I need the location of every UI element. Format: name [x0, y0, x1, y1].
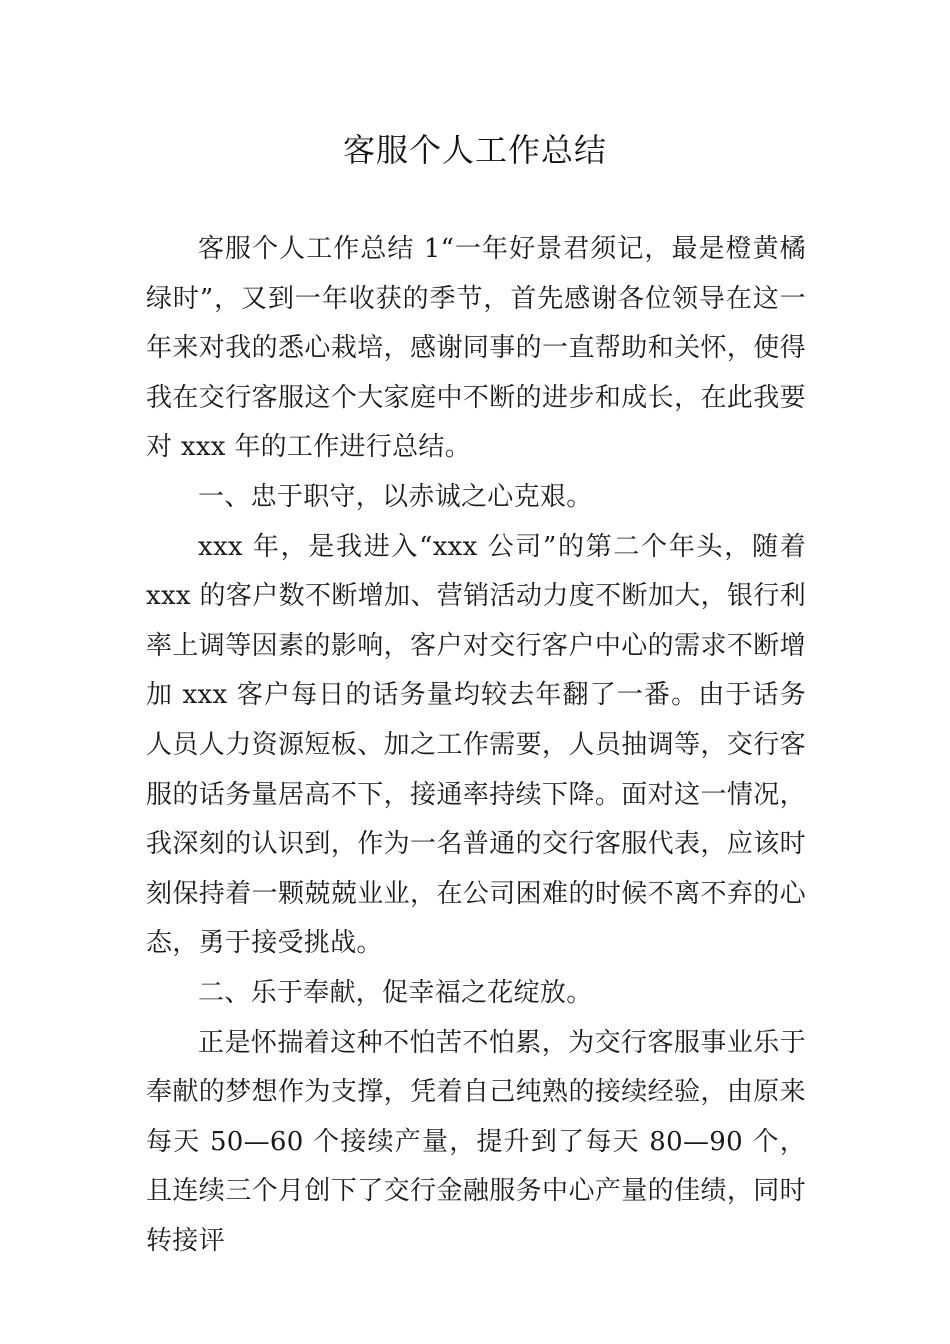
section-heading-1: 一、忠于职守，以赤诚之心克艰。: [198, 481, 593, 512]
paragraph-section-2: 正是怀揣着这种不怕苦不怕累，为交行客服事业乐于奉献的梦想作为支撑，凭着自己纯熟的接续经验，由原来每天 50—60 个接续产量，提升到了每天 80—90 个，且连续三个月创下了交行金融服务中心产量的佳绩，同时转接评: [146, 1027, 806, 1256]
paragraph-section-1: xxx 年，是我进入“xxx 公司”的第二个年头，随着 xxx 的客户数不断增加、营销活动力度不断加大，银行利率上调等因素的影响，客户对交行客户中心的需求不断增加 xxx 客户每日的话务量均较去年翻了一番。由于话务人员人力资源短板、加之工作需要，人员抽调等，交行客服的话务量居高不下，接通率持续下降。面对这一情况，我深刻的认识到，作为一名普通的交行客服代表，应该时刻保持着一颗兢兢业业，在公司困难的时候不离不弃的心态，勇于接受挑战。: [146, 531, 806, 959]
document-title: 客服个人工作总结: [342, 131, 607, 169]
document-body: [146, 225, 806, 1266]
section-heading-2: 二、乐于奉献，促幸福之花绽放。: [198, 977, 593, 1008]
paragraph-intro: 客服个人工作总结 1“一年好景君须记，最是橙黄橘绿时”，又到一年收获的季节，首先感谢各位领导在这一年来对我的悉心栽培，感谢同事的一直帮助和关怀，使得我在交行客服这个大家庭中不断的进步和成长，在此我要对 xxx 年的工作进行总结。: [146, 234, 806, 463]
